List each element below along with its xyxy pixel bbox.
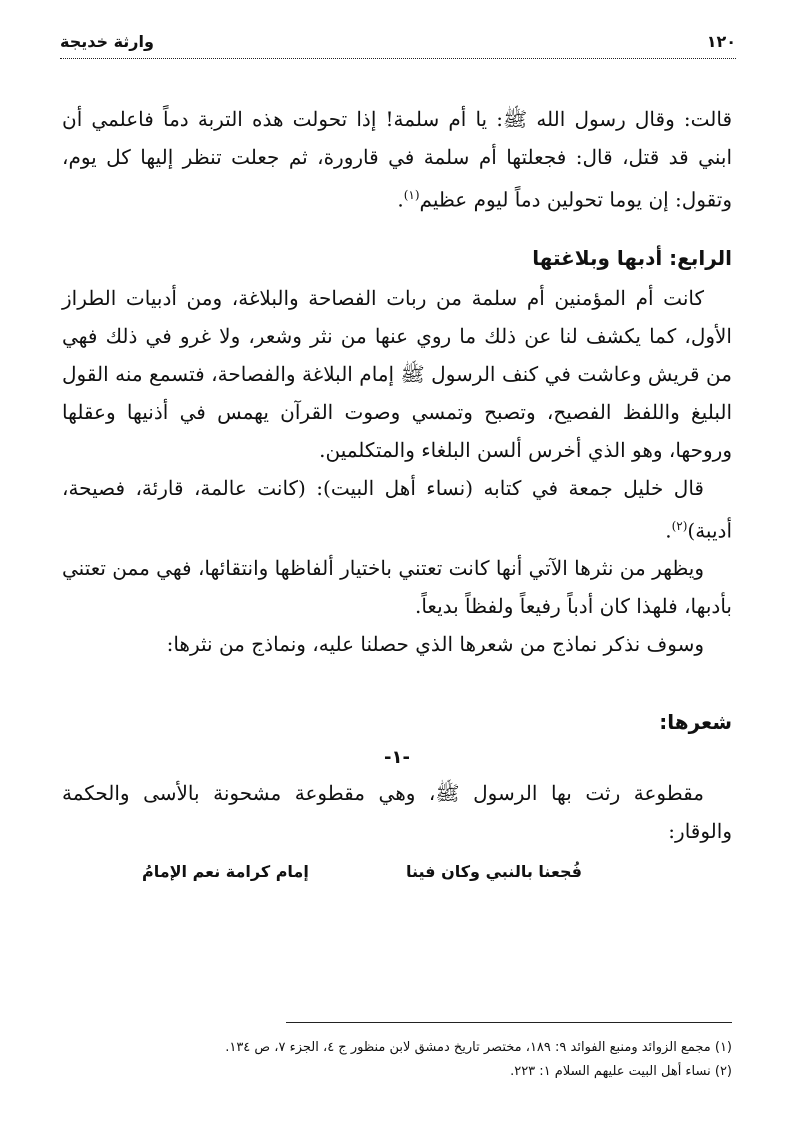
poem-number: -١- [384,747,410,769]
paragraph-5: وسوف نذكر نماذج من شعرها الذي حصلنا عليه، ونماذج من نثرها: [166,632,704,657]
paragraph-3 [62,469,732,550]
page-number: ١٢٠ [706,32,736,51]
page-header [60,30,736,59]
footnote-1: (١) مجمع الزوائد ومنبع الفوائد ٩: ١٨٩، مختصر تاريخ دمشق لابن منظور ج ٤، الجزء ٧، ص ١٣٤. [225,1040,732,1055]
paragraph-4: ويظهر من نثرها الآتي أنها كانت تعتني باختيار ألفاظها وانتقائها، فهي ممن تعتني بأدبها، فلهذا كان أدباً رفيعاً ولفظاً بديعاً. [61,556,732,619]
paragraph-6: مقطوعة رثت بها الرسول ﷺ، وهي مقطوعة مشحونة بالأسى والحكمة والوقار: [62,781,732,844]
section-heading-poetry: شعرها: [659,710,732,735]
main-text [62,100,732,896]
paragraph-2: كانت أم المؤمنين أم سلمة من ربات الفصاحة والبلاغة، ومن أدبيات الطراز الأول، كما يكشف لنا عن ذلك ما روي عنها من نثر وشعر، ولا غرو في ذلك فهي من قريش وعاشت في كنف الرسول ﷺ إمام البلاغة والفصاحة، فتسمع منه القول البليغ واللفظ الفصيح، وتصبح وتمسي وصوت القرآن يهمس في أذنيها وعقلها وروحها، وهو الذي أخرس ألسن البلغاء والمتكلمين. [62,285,732,462]
poem-verse [62,856,732,896]
footnote-ref-1: (١) [403,188,420,202]
footnotes [62,1036,732,1084]
running-title: وارثة خديجة [60,32,154,51]
verse-first-hemistich: فُجعنا بالنبي وكان فينا [405,862,582,882]
verse-second-hemistich: إمام كرامة نعم الإمامُ [142,862,309,882]
paragraph-3-end: . [665,518,672,543]
footnote-ref-2: (٢) [671,518,688,533]
paragraph-1-text: قالت: وقال رسول الله ﷺ: يا أم سلمة! إذا تحولت هذه التربة دماً فاعلمي أن ابني قد قتل، قال: فجعلتها أم سلمة في قارورة، ثم جعلت تنظر إليها كل يوم، وتقول: إن يوما تحولين دماً ليوم عظيم [62,107,732,212]
section-heading-fourth: الرابع: أدبها وبلاغتها [532,245,732,270]
footnote-2: (٢) نساء أهل البيت عليهم السلام ١: ٢٢٣. [510,1064,732,1079]
paragraph-3-text: قال خليل جمعة في كتابه (نساء أهل البيت): (كانت عالمة، قارئة، فصيحة، أديبة) [62,475,732,543]
footnote-divider [286,1022,732,1023]
paragraph-1-end: . [397,187,404,212]
paragraph-1 [62,100,732,219]
